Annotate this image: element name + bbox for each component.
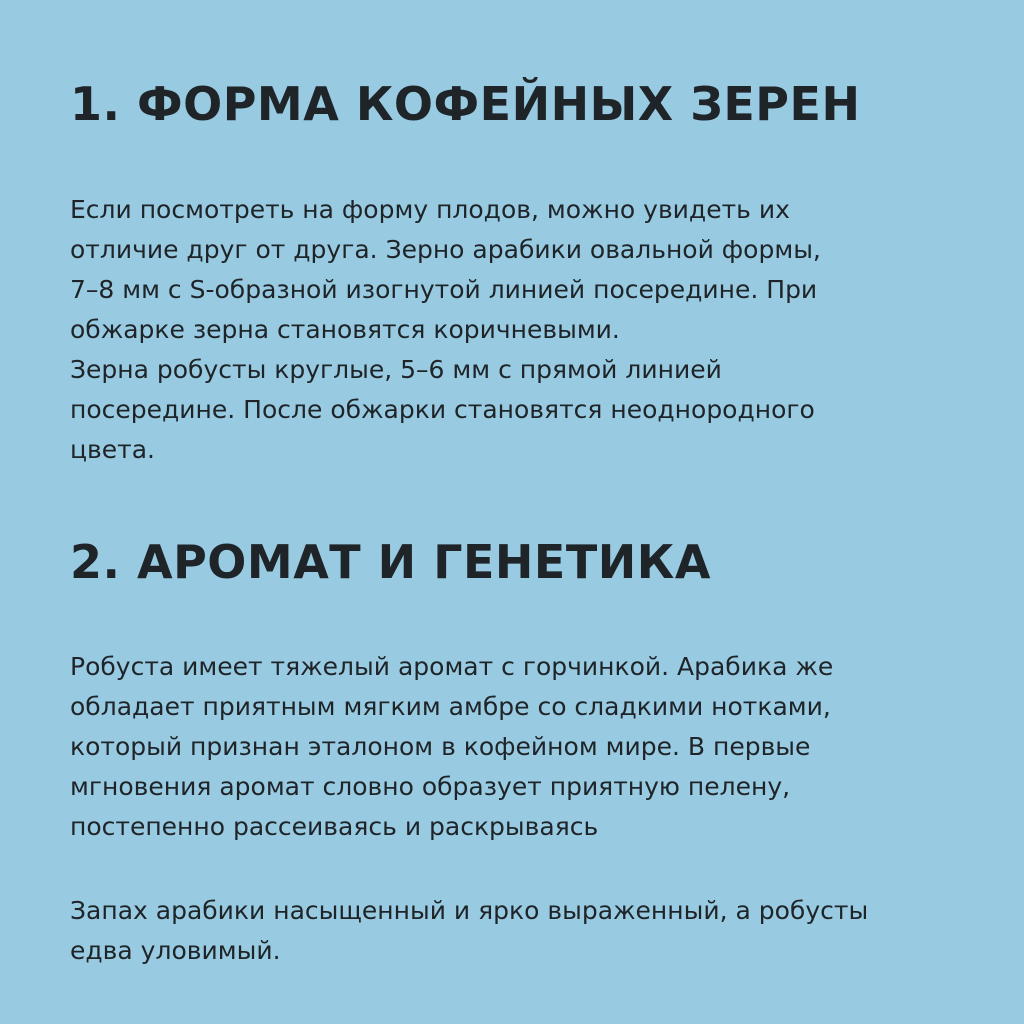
- text-line: посередине. После обжарки становятся неоднородного: [70, 395, 815, 424]
- text-line: цвета.: [70, 435, 155, 464]
- text-line: Запах арабики насыщенный и ярко выраженный, а робусты: [70, 896, 869, 925]
- section-1-paragraph: [70, 190, 990, 470]
- section-2-heading: 2. АРОМАТ И ГЕНЕТИКА: [70, 535, 711, 589]
- text-line: обжарке зерна становятся коричневыми.: [70, 315, 620, 344]
- text-line: обладает приятным мягким амбре со сладкими нотками,: [70, 692, 831, 721]
- text-line: едва уловимый.: [70, 936, 281, 965]
- text-line: 7–8 мм с S-образной изогнутой линией посередине. При: [70, 275, 818, 304]
- text-line: Зерна робусты круглые, 5–6 мм с прямой линией: [70, 355, 722, 384]
- text-line: Если посмотреть на форму плодов, можно увидеть их: [70, 195, 790, 224]
- text-line: мгновения аромат словно образует приятную пелену,: [70, 772, 791, 801]
- section-2-paragraph-1: [70, 647, 990, 847]
- text-line: отличие друг от друга. Зерно арабики овальной формы,: [70, 235, 821, 264]
- text-line: который признан эталоном в кофейном мире. В первые: [70, 732, 811, 761]
- section-2-paragraph-2: [70, 891, 990, 971]
- section-1-heading: 1. ФОРМА КОФЕЙНЫХ ЗЕРЕН: [70, 77, 861, 131]
- text-line: постепенно рассеиваясь и раскрываясь: [70, 812, 599, 841]
- text-line: Робуста имеет тяжелый аромат с горчинкой. Арабика же: [70, 652, 834, 681]
